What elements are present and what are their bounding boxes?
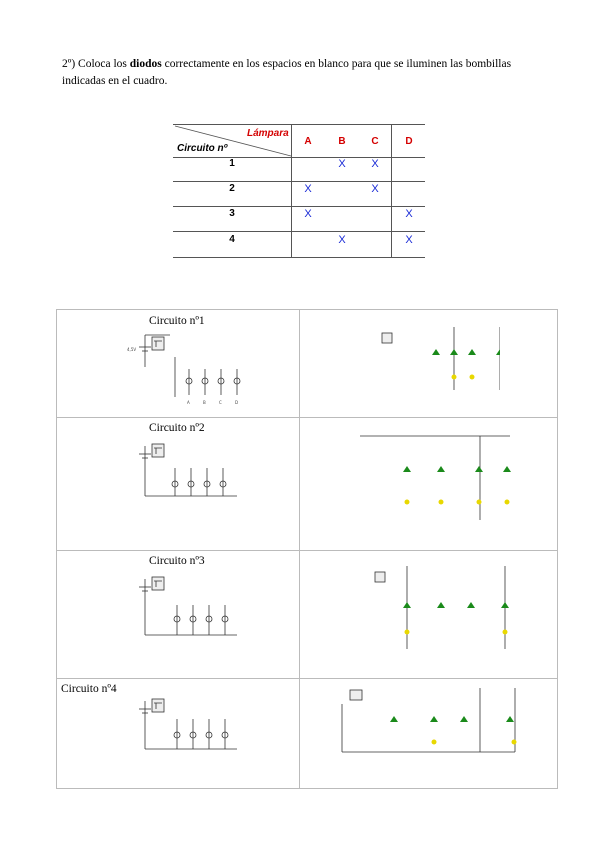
lamp-label-b: B bbox=[203, 400, 206, 405]
circuit-4-solution bbox=[330, 686, 520, 776]
mark-cell: X bbox=[304, 183, 312, 195]
mark-cell: X bbox=[304, 208, 312, 220]
lamp-label-a: A bbox=[187, 400, 190, 405]
row-number: 3 bbox=[229, 208, 235, 219]
grid-row-divider bbox=[57, 550, 557, 551]
circuit-title-2: Circuito nº2 bbox=[149, 422, 205, 434]
row-number: 1 bbox=[229, 158, 235, 169]
lamp-label-d: D bbox=[235, 400, 239, 405]
lamp-label-c: C bbox=[219, 400, 222, 405]
row-number: 2 bbox=[229, 183, 235, 194]
grid-row-divider bbox=[57, 678, 557, 679]
circuit-4-schematic bbox=[125, 689, 245, 769]
circuit-1-schematic bbox=[125, 327, 245, 407]
instruction-suffix: correctamente en los espacios en blanco para que se iluminen las bombillas indicadas en el cuadro. bbox=[62, 58, 512, 87]
mark-cell: X bbox=[338, 234, 346, 246]
circuit-title-1: Circuito nº1 bbox=[149, 315, 205, 327]
table-row-divider bbox=[173, 181, 425, 182]
circuit-3-solution bbox=[355, 564, 515, 654]
column-header-b: B bbox=[338, 136, 346, 147]
circuit-1-solution bbox=[360, 325, 500, 405]
table-col-divider bbox=[391, 124, 392, 258]
grid-row-divider bbox=[57, 417, 557, 418]
header-circuito: Circuito nº bbox=[177, 143, 228, 154]
grid-col-divider bbox=[299, 310, 300, 788]
instruction-bold-word: diodos bbox=[129, 58, 162, 70]
table-border-bottom bbox=[173, 257, 425, 258]
column-header-a: A bbox=[304, 136, 312, 147]
circuit-2-solution bbox=[355, 430, 515, 520]
table-row-divider bbox=[173, 206, 425, 207]
lamp-table bbox=[173, 124, 425, 258]
mark-cell: X bbox=[371, 183, 379, 195]
column-header-c: C bbox=[371, 136, 379, 147]
mark-cell: X bbox=[371, 158, 379, 170]
row-number: 4 bbox=[229, 234, 235, 245]
circuit-title-4: Circuito nº4 bbox=[61, 683, 117, 695]
instruction-prefix: 2º) Coloca los bbox=[62, 58, 130, 70]
instruction-text bbox=[62, 56, 542, 90]
mark-cell: X bbox=[405, 208, 413, 220]
circuit-title-3: Circuito nº3 bbox=[149, 555, 205, 567]
mark-cell: X bbox=[338, 158, 346, 170]
column-header-d: D bbox=[405, 136, 413, 147]
mark-cell: X bbox=[405, 234, 413, 246]
header-lampara: Lámpara bbox=[247, 128, 289, 139]
table-row-divider bbox=[173, 231, 425, 232]
voltage-label: 4,5V bbox=[127, 347, 137, 352]
circuit-2-schematic bbox=[125, 434, 245, 514]
circuit-3-schematic bbox=[125, 567, 245, 647]
